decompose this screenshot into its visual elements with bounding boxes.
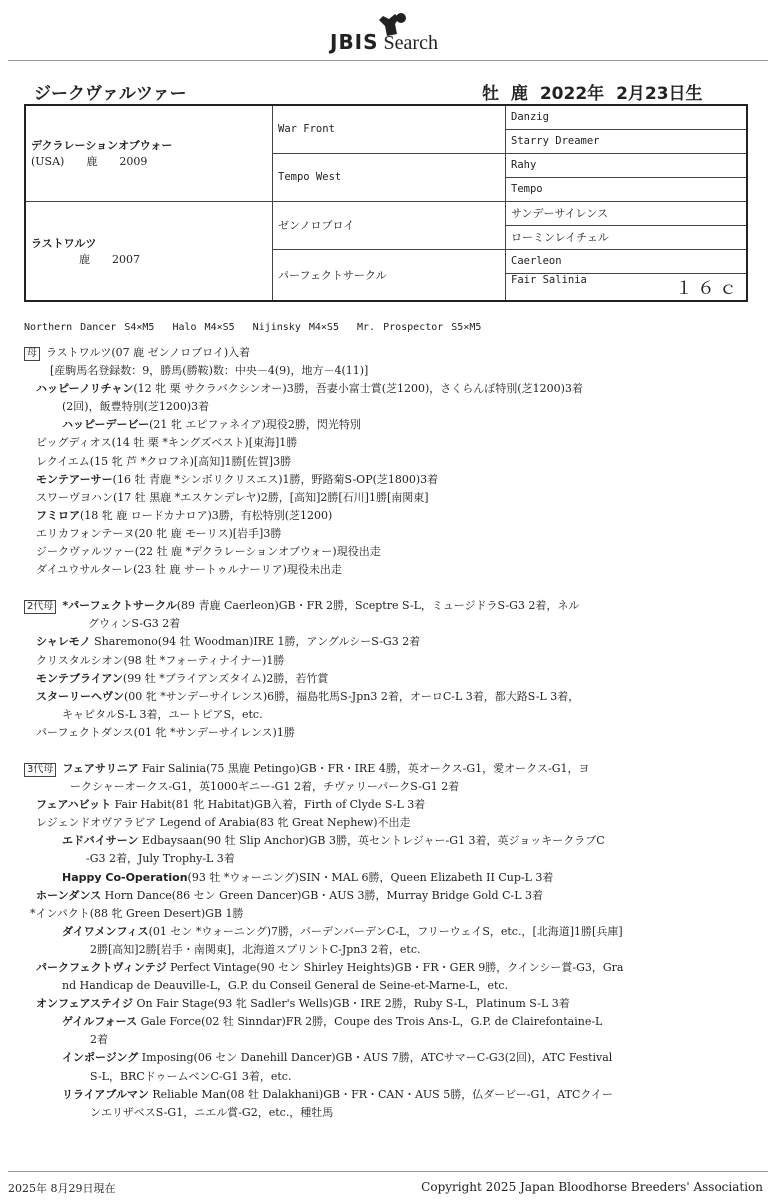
footer-rule — [8, 1171, 768, 1172]
record-line: パーフェクトダンス(01 牝 *サンデーサイレンス)1勝 — [36, 725, 295, 739]
record-line: ハッピーデービー(21 牝 エピファネイア)現役2勝，閃光特別 — [62, 418, 361, 432]
sire-dam: Tempo West — [273, 153, 506, 201]
sire-name: デクラレーションオブウォー — [31, 139, 173, 153]
horse-name: ジークヴァルツァー — [34, 84, 187, 104]
record-line: ハッピーノリチャン(12 牝 栗 サクラバクシンオー)3勝，吾妻小富士賞(芝1200)，さくらんぼ特別(芝1200)3着 — [36, 382, 583, 396]
dam-detail: 鹿 2007 — [79, 252, 140, 266]
g2-tag: 2代母 — [24, 600, 56, 614]
g3-cell: サンデーサイレンス — [506, 201, 748, 225]
family-record — [24, 344, 754, 1122]
record-line: ジークヴァルツァー(22 牡 鹿 *デクラレーションオブウォー)現役出走 — [36, 545, 381, 559]
record-line: エドバイサーン Edbaysaan(90 牡 Slip Anchor)GB 3勝，英セントレジャー-G1 3着，英ジョッキークラブC — [62, 834, 605, 848]
dam-dam: パーフェクトサークル — [273, 249, 506, 301]
footer-date: 2025年 8月29日現在 — [8, 1182, 116, 1195]
record-line: エリカフォンテーヌ(20 牝 鹿 モーリス)[岩手]3勝 — [36, 526, 282, 540]
record-line: 母 ラストワルツ(07 鹿 ゼンノロブロイ)入着 — [24, 344, 754, 362]
record-line: グウィンS-G3 2着 — [88, 617, 181, 631]
g3-cell: Fair Salinia １６ｃ — [506, 273, 748, 301]
record-line: ホーンダンス Horn Dance(86 セン Green Dancer)GB・AUS 3勝，Murray Bridge Gold C-L 3着 — [36, 888, 544, 902]
sire-sire: War Front — [273, 105, 506, 153]
record-line: リライアブルマン Reliable Man(08 牡 Dalakhani)GB・FR・CAN・AUS 5勝，仏ダービー-G1，ATCクイー — [62, 1087, 613, 1101]
sire-detail: (USA) 鹿 2009 — [31, 155, 148, 169]
g3-cell: Danzig — [506, 105, 748, 129]
record-line: nd Handicap de Deauville-L，G.P. du Conseil General de Seine-et-Marne-L，etc. — [62, 979, 509, 993]
record-line: キャピタルS-L 3着，ユートピアS，etc. — [62, 707, 263, 721]
pedigree-table — [24, 104, 748, 302]
record-line: ンエリザベスS-G1，ニエル賞-G2，etc.，種牡馬 — [90, 1105, 334, 1119]
jbis-logo-text: JBIS Search — [330, 30, 438, 54]
g3-cell: Starry Dreamer — [506, 129, 748, 153]
family-number: １６ｃ — [675, 277, 741, 299]
record-line: S-L，BRCドゥームベンC-G1 3着，etc. — [90, 1069, 292, 1083]
record-line: -G3 2着，July Trophy-L 3着 — [86, 852, 235, 866]
record-line: インポージング Imposing(06 セン Danehill Dancer)GB・AUS 7勝，ATCサマーC-G3(2回)，ATC Festival — [62, 1051, 613, 1065]
dam-name: ラストワルツ — [31, 236, 97, 250]
sire-cell — [25, 105, 273, 201]
inbreeding-line: Northern Dancer S4×M5 Halo M4×S5 Nijinsky M4×S5 Mr. Prospector S5×M5 — [24, 322, 482, 333]
record-line: ゲイルフォース Gale Force(02 牡 Sinndar)FR 2勝，Coupe des Trois Ans-L，G.P. de Clairefontaine-L — [62, 1015, 603, 1029]
record-line: 2代母 *パーフェクトサークル(89 青鹿 Caerleon)GB・FR 2勝，Sceptre S-L，ミュージドラS-G3 2着，ネル — [24, 597, 754, 615]
record-line: ダイユウサルターレ(23 牡 鹿 サートゥルナーリア)現役未出走 — [36, 563, 342, 577]
record-line: シャレモノ Sharemono(94 牡 Woodman)IRE 1勝，アングルシーS-G3 2着 — [36, 635, 421, 649]
record-line: フミロア(18 牝 鹿 ロードカナロア)3勝，有松特別(芝1200) — [36, 508, 333, 522]
record-line: クリスタルシオン(98 牡 *フォーティナイナー)1勝 — [36, 653, 285, 667]
dam-tag: 母 — [24, 347, 40, 361]
record-line: ークシャーオークス-G1，英1000ギニー-G1 2着，チヴァリーパークS-G1 2着 — [70, 780, 460, 794]
record-line: レクイエム(15 牝 芦 *クロフネ)[高知]1勝[佐賀]3勝 — [36, 454, 292, 468]
footer-copyright: Copyright 2025 Japan Bloodhorse Breeders' Association — [421, 1180, 763, 1194]
record-line: (2回)，飯豊特別(芝1200)3着 — [62, 400, 210, 414]
header-rule — [8, 60, 768, 61]
g3-cell: Caerleon — [506, 249, 748, 273]
record-line: 2勝[高知]2勝[岩手・南関東]，北海道スプリントC-Jpn3 2着，etc. — [90, 942, 421, 956]
record-line: 3代母 フェアサリニア Fair Salinia(75 黒鹿 Petingo)GB・FR・IRE 4勝，英オークス-G1，愛オークス-G1，ヨ — [24, 760, 754, 778]
dam-cell — [25, 201, 273, 301]
record-line: レジェンドオヴアラビア Legend of Arabia(83 牝 Great Nephew)不出走 — [36, 816, 411, 830]
record-line: *インパクト(88 牝 Green Desert)GB 1勝 — [30, 906, 244, 920]
g3-tag: 3代母 — [24, 763, 56, 777]
g3-cell: Rahy — [506, 153, 748, 177]
record-line: モンテアーサー(16 牡 青鹿 *シンボリクリスエス)1勝，野路菊S-OP(芝1800)3着 — [36, 472, 439, 486]
record-line: スターリーヘヴン(00 牝 *サンデーサイレンス)6勝，福島牝馬S-Jpn3 2着，オーロC-L 3着，都大路S-L 3着， — [36, 689, 580, 703]
record-line: モンテブライアン(99 牡 *ブライアンズタイム)2勝，若竹賞 — [36, 671, 329, 685]
record-line: Happy Co-Operation(93 牡 *ウォーニング)SIN・MAL 6勝，Queen Elizabeth II Cup-L 3着 — [62, 870, 554, 884]
g3-cell: ローミンレイチェル — [506, 225, 748, 249]
record-line: スワーヴヨハン(17 牡 黒鹿 *エスケンデレヤ)2勝，[高知]2勝[石川]1勝[南関東] — [36, 490, 429, 504]
record-line: パークフェクトヴィンテジ Perfect Vintage(90 セン Shirley Heights)GB・FR・GER 9勝，クインシー賞-G3，Gra — [36, 961, 624, 974]
record-line: オンフェアステイジ On Fair Stage(93 牝 Sadler's Wells)GB・IRE 2勝，Ruby S-L，Platinum S-L 3着 — [36, 997, 570, 1011]
record-line: ダイワメンフィス(01 セン *ウォーニング)7勝，バーデンバーデンC-L，フリーウェイS，etc.，[北海道]1勝[兵庫] — [62, 924, 623, 938]
record-line: 2着 — [90, 1033, 108, 1047]
record-line: ビッグディオス(14 牡 栗 *キングズベスト)[東海]1勝 — [36, 436, 298, 450]
g3-cell: Tempo — [506, 177, 748, 201]
record-line: [産駒馬名登録数：9，勝馬(勝鞍)数：中央－4(9)，地方－4(11)] — [50, 364, 369, 378]
horse-info: 牡 鹿 2022年 2月23日生 — [482, 84, 703, 104]
record-line: フェアハビット Fair Habit(81 牝 Habitat)GB入着，Firth of Clyde S-L 3着 — [36, 798, 426, 812]
dam-sire: ゼンノロブロイ — [273, 201, 506, 249]
